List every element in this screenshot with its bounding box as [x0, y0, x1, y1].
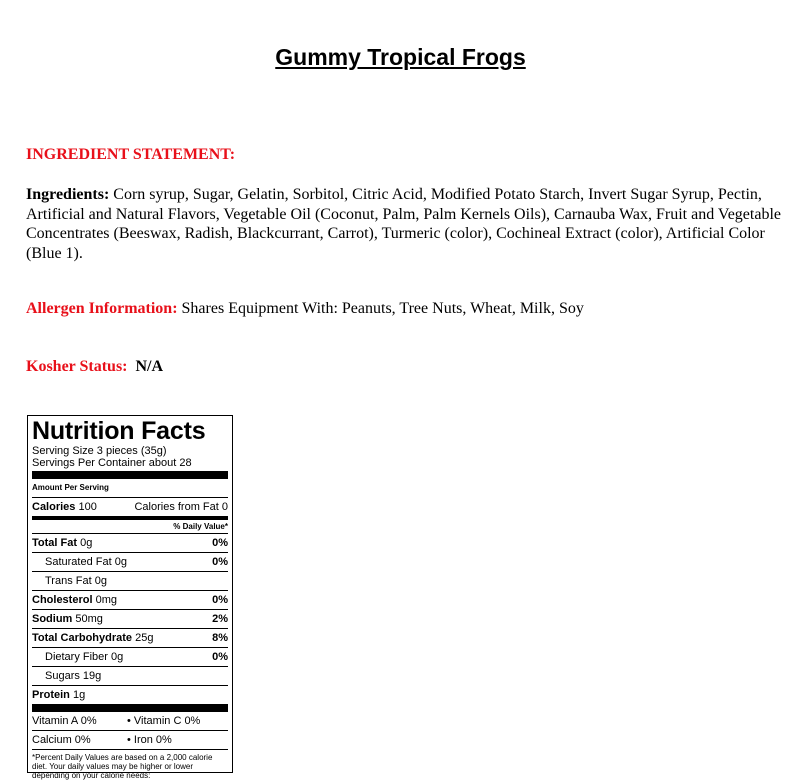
calories-from-fat: Calories from Fat 0: [134, 501, 228, 513]
carbohydrate-value: 25g: [135, 632, 154, 644]
dietary-fiber-pct: 0%: [212, 651, 228, 663]
ingredients-paragraph: [26, 185, 786, 263]
total-fat-pct: 0%: [212, 537, 228, 549]
cholesterol-label: Cholesterol: [32, 594, 93, 606]
thick-divider: [32, 471, 228, 479]
protein-value: 1g: [72, 689, 86, 701]
calories-value: 100: [78, 501, 97, 513]
trans-fat: Trans Fat 0g: [45, 575, 107, 587]
total-fat-row: [32, 534, 228, 553]
protein-row: [32, 686, 228, 704]
kosher-value: N/A: [135, 358, 164, 375]
allergen-label: Allergen Information:: [26, 300, 178, 317]
mineral-row: [32, 731, 228, 750]
nutrition-facts-panel: [27, 415, 233, 780]
sugars-row: [32, 667, 228, 686]
cholesterol-pct: 0%: [212, 594, 228, 606]
allergen-info: [26, 300, 584, 318]
vitamin-row: [32, 712, 228, 731]
dietary-fiber: Dietary Fiber 0g: [45, 651, 124, 663]
saturated-fat: Saturated Fat 0g: [45, 556, 127, 568]
calories-label: Calories: [32, 501, 76, 513]
vitamin-c: • Vitamin C 0%: [127, 715, 201, 727]
vitamin-a: Vitamin A 0%: [32, 715, 97, 727]
amount-per-serving: Amount Per Serving: [32, 479, 228, 498]
carbohydrate-row: [32, 629, 228, 648]
page-title: Gummy Tropical Frogs: [275, 44, 526, 70]
serving-size: Serving Size 3 pieces (35g): [32, 445, 167, 457]
saturated-fat-pct: 0%: [212, 556, 228, 568]
servings-per-container: Servings Per Container about 28: [32, 457, 192, 469]
ingredient-heading: INGREDIENT STATEMENT:: [26, 146, 236, 163]
thick-divider-bottom: [32, 704, 228, 712]
dietary-fiber-row: [32, 648, 228, 667]
kosher-label: Kosher Status:: [26, 358, 128, 375]
daily-value-footnote: *Percent Daily Values are based on a 2,000 calorie diet. Your daily values may be higher or lower depending on your calorie needs:: [32, 753, 213, 780]
calories-row: [32, 498, 228, 516]
allergen-text: Shares Equipment With: Peanuts, Tree Nuts, Wheat, Milk, Soy: [177, 300, 584, 317]
total-fat-value: 0g: [80, 537, 93, 549]
ingredients-label: Ingredients:: [26, 186, 110, 203]
sodium-pct: 2%: [212, 613, 228, 625]
sodium-value: 50mg: [75, 613, 103, 625]
iron: • Iron 0%: [127, 734, 172, 746]
ingredients-text: Corn syrup, Sugar, Gelatin, Sorbitol, Citric Acid, Modified Potato Starch, Invert Sugar Syrup, Pectin, Artificial and Natural Flavors, Vegetable Oil (Coconut, Palm, Palm Kernels Oils), Carnauba Wax, Fruit and Vegetable Concentrates (Beeswax, Radish, Blackcurrant, Carrot), Turmeric (color), Cochineal Extract (color), Artificial Color (Blue 1).: [26, 186, 781, 262]
daily-value-header: % Daily Value*: [32, 520, 228, 534]
total-fat-label: Total Fat: [32, 537, 78, 549]
protein-label: Protein: [32, 689, 70, 701]
sodium-row: [32, 610, 228, 629]
cholesterol-value: 0mg: [95, 594, 117, 606]
trans-fat-row: [32, 572, 228, 591]
sodium-label: Sodium: [32, 613, 73, 625]
sugars: Sugars 19g: [45, 670, 102, 682]
carbohydrate-pct: 8%: [212, 632, 228, 644]
kosher-status: [26, 358, 163, 376]
cholesterol-row: [32, 591, 228, 610]
nutrition-facts-title: Nutrition Facts: [32, 417, 206, 445]
calcium: Calcium 0%: [32, 734, 91, 746]
carbohydrate-label: Total Carbohydrate: [32, 632, 133, 644]
saturated-fat-row: [32, 553, 228, 572]
